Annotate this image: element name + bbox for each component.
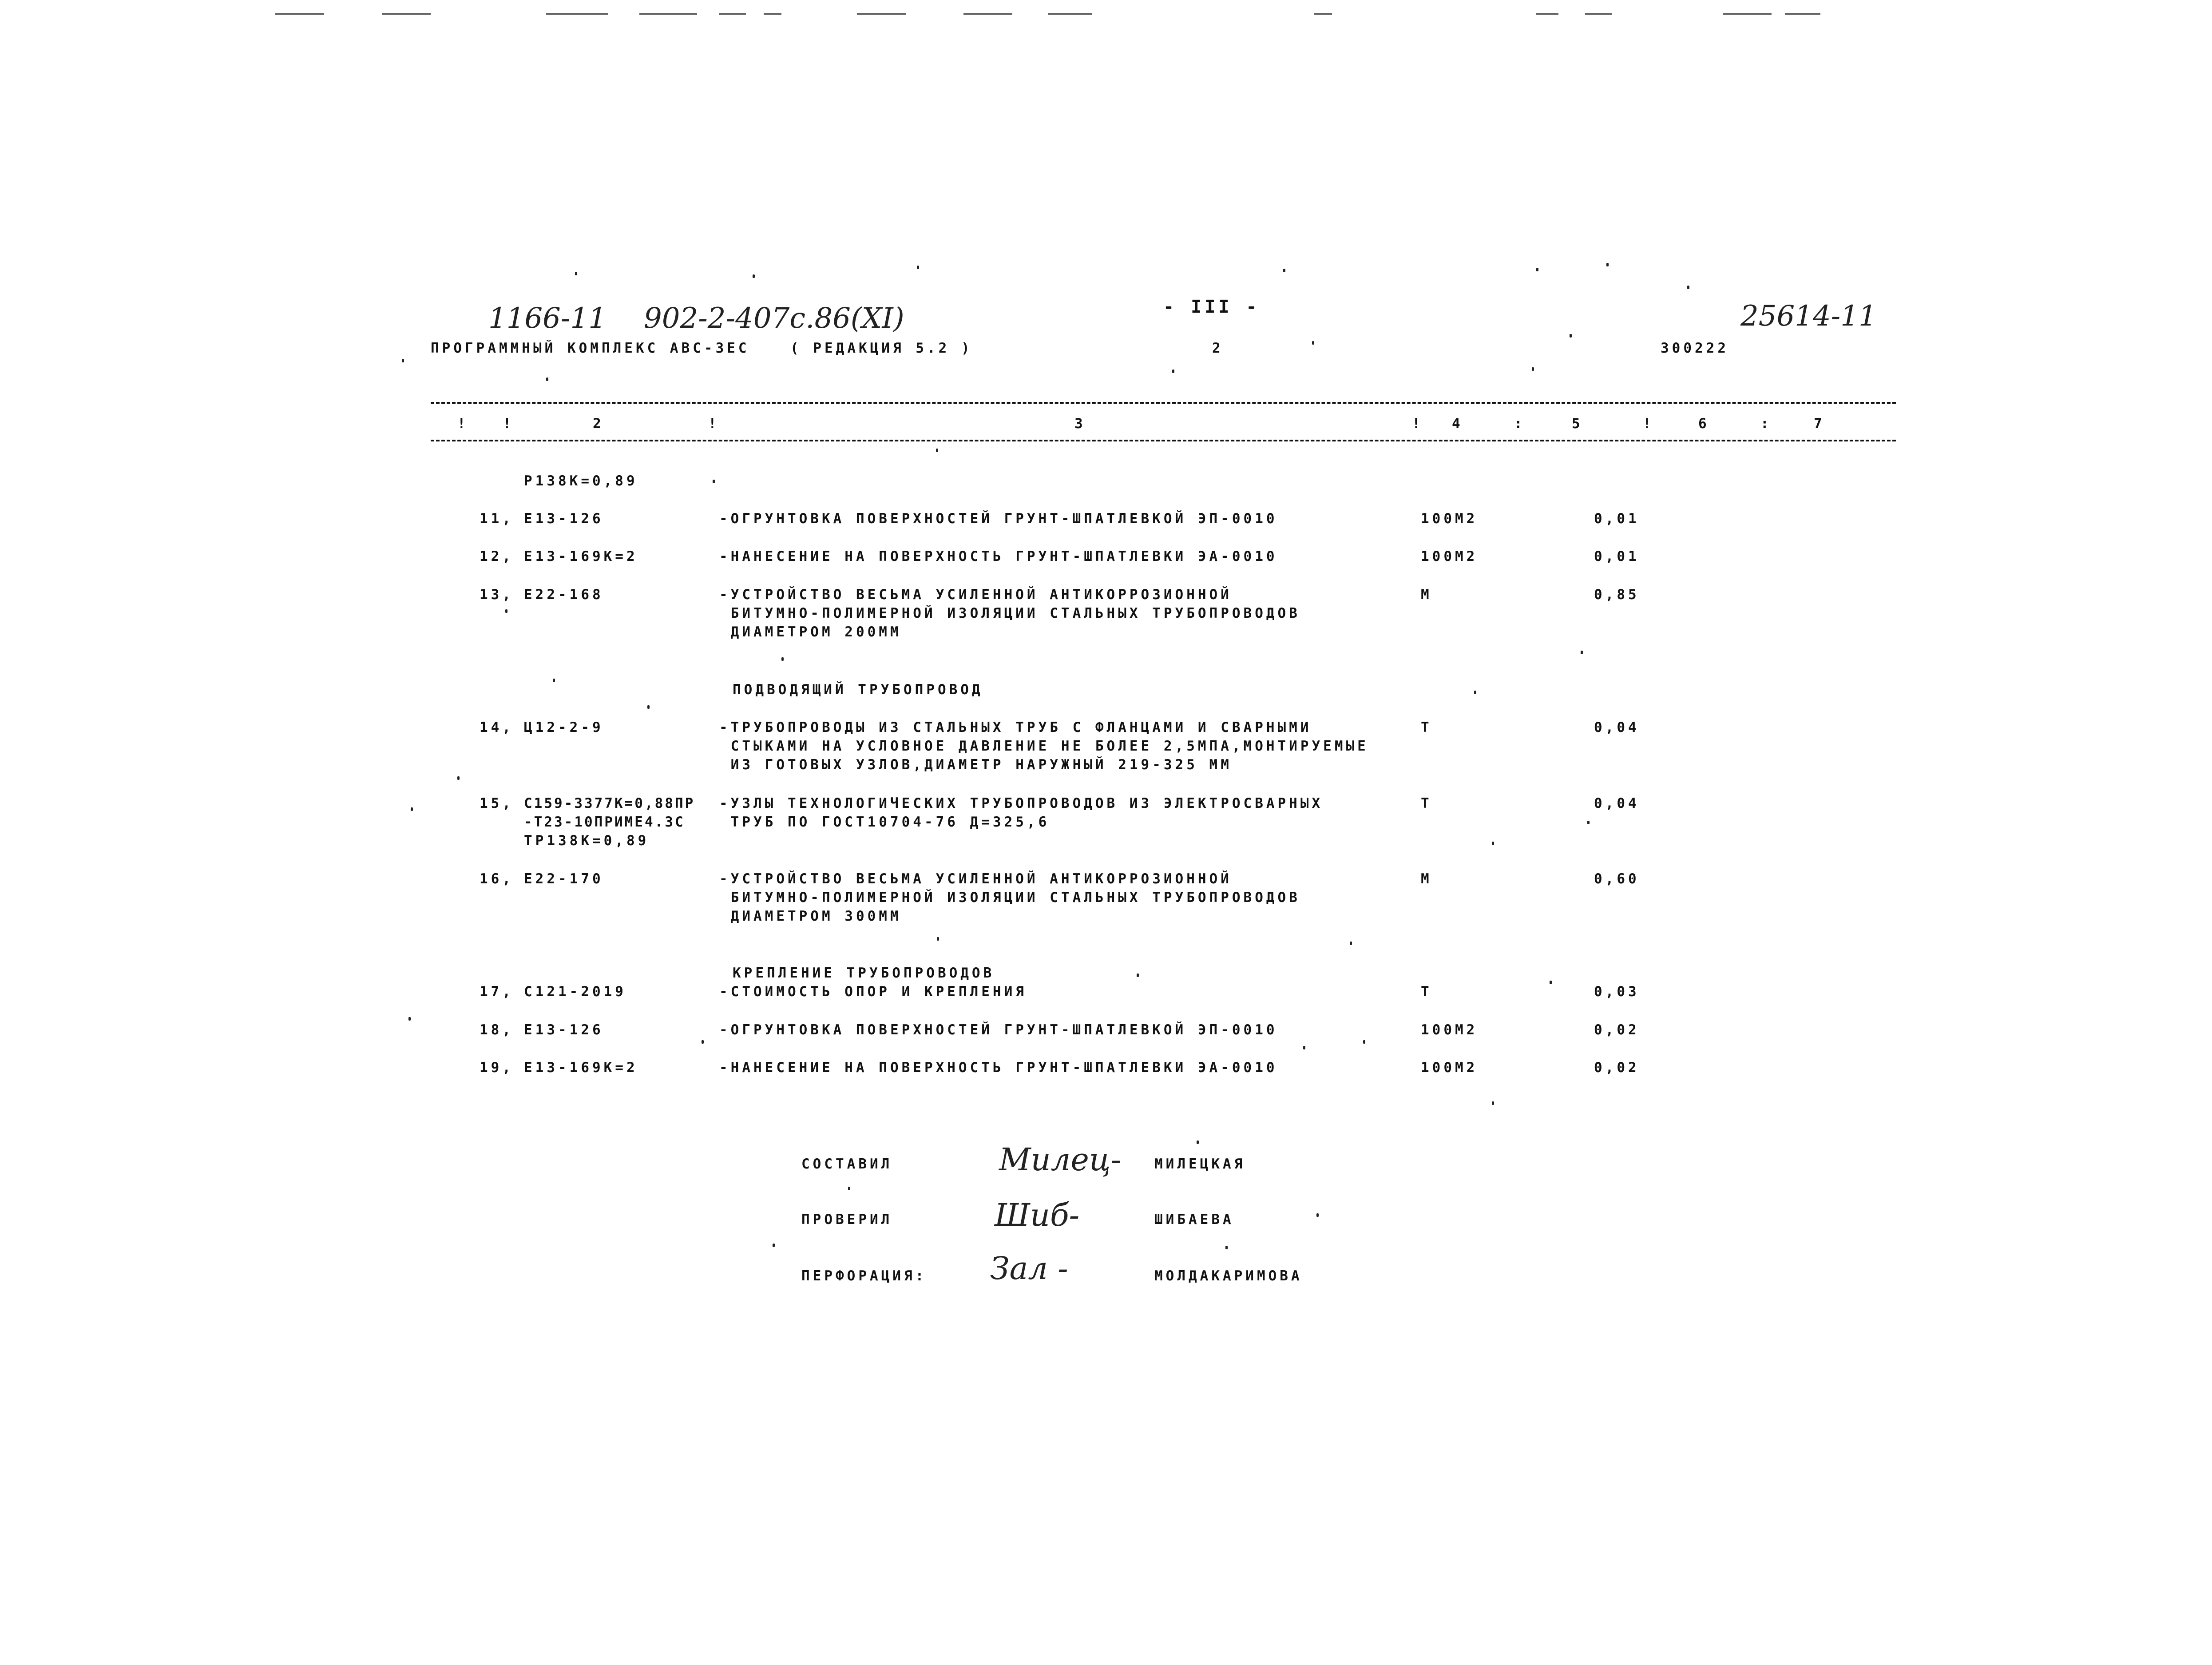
column-separator-c: ! [1412,416,1423,432]
table-cell-unit: М [1421,587,1432,603]
column-separator-d: : [1514,416,1526,432]
column-separator-e: ! [1643,416,1654,432]
signature-checked: Шиб- [995,1197,1080,1233]
table-cell-description: -ОГРУНТОВКА ПОВЕРХНОСТЕЙ ГРУНТ-ШПАТЛЕВКОЙ ЭП-0010 [719,1022,1278,1038]
table-cell-number: 12, [480,548,514,564]
table-cell-description-cont: ДИАМЕТРОМ 200ММ [719,624,902,640]
header-rule-bottom [431,440,1896,441]
table-cell-code: Е22-168 [524,587,604,603]
column-header-2: 2 [593,416,604,432]
column-separator-b: ! [708,416,720,432]
table-cell-description: -ОГРУНТОВКА ПОВЕРХНОСТЕЙ ГРУНТ-ШПАТЛЕВКОЙ ЭП-0010 [719,511,1278,527]
table-cell-number: 16, [480,871,514,887]
table-cell-quantity: 0,85 [1594,587,1640,603]
signature-compiled: Милец- [999,1141,1122,1178]
table-cell-code-cont: ТР138К=0,89 [524,833,650,849]
column-header-4: 4 [1452,416,1463,432]
table-cell-quantity: 0,01 [1594,548,1640,564]
table-cell-code: Е22-170 [524,871,604,887]
table-cell-code: Е13-169К=2 [524,548,638,564]
table-cell-description-cont: ДИАМЕТРОМ 300ММ [719,908,902,924]
handwritten-project-code: 902-2-407с.86(XI) [644,302,904,335]
table-cell-quantity: 0,04 [1594,795,1640,811]
section-heading: ПОДВОДЯЩИЙ ТРУБОПРОВОД [733,682,983,698]
table-cell-quantity: 0,02 [1594,1060,1640,1076]
table-cell-number: 19, [480,1060,514,1076]
table-cell-description-cont: БИТУМНО-ПОЛИМЕРНОЙ ИЗОЛЯЦИИ СТАЛЬНЫХ ТРУБОПРОВОДОВ [719,605,1300,621]
header-rule-top [431,402,1896,404]
table-cell-number: 13, [480,587,514,603]
table-cell-code: Ц12-2-9 [524,719,604,735]
table-cell-description: -УЗЛЫ ТЕХНОЛОГИЧЕСКИХ ТРУБОПРОВОДОВ ИЗ ЭЛЕКТРОСВАРНЫХ [719,795,1324,811]
signature-perforation: Зал - [990,1250,1068,1287]
column-separators: ! ! [457,416,515,432]
table-cell-description: -ТРУБОПРОВОДЫ ИЗ СТАЛЬНЫХ ТРУБ С ФЛАНЦАМИ И СВАРНЫМИ [719,719,1312,735]
table-cell-number: 17, [480,984,514,1000]
table-cell-code-cont: -Т23-10ПРИМЕ4.3С [524,814,685,830]
column-header-6: 6 [1698,416,1710,432]
signature-label-perforation: ПЕРФОРАЦИЯ: [801,1268,927,1284]
page-label: - III - [1163,297,1260,317]
table-cell-description-cont: СТЫКАМИ НА УСЛОВНОЕ ДАВЛЕНИЕ НЕ БОЛЕЕ 2,5МПА,МОНТИРУЕМЫЕ [719,738,1369,754]
table-cell-description-cont: БИТУМНО-ПОЛИМЕРНОЙ ИЗОЛЯЦИИ СТАЛЬНЫХ ТРУБОПРОВОДОВ [719,890,1300,906]
signature-name-perforation: МОЛДАКАРИМОВА [1154,1268,1303,1284]
signature-name-checked: ШИБАЕВА [1154,1212,1234,1228]
table-cell-code: Е13-126 [524,511,604,527]
section-heading: КРЕПЛЕНИЕ ТРУБОПРОВОДОВ [733,965,995,981]
program-name: ПРОГРАММНЫЙ КОМПЛЕКС АВС-ЗЕС [431,340,750,356]
signature-label-checked: ПРОВЕРИЛ [801,1212,893,1228]
table-cell-description-cont: ТРУБ ПО ГОСТ10704-76 Д=325,6 [719,814,1050,830]
handwritten-right-number: 25614-11 [1740,300,1877,333]
table-cell-quantity: 0,04 [1594,719,1640,735]
table-cell-unit: 100М2 [1421,511,1478,527]
column-header-3: 3 [1074,416,1086,432]
table-cell-code: Е13-169К=2 [524,1060,638,1076]
table-cell-description: -СТОИМОСТЬ ОПОР И КРЕПЛЕНИЯ [719,984,1027,1000]
table-cell-description-cont: ИЗ ГОТОВЫХ УЗЛОВ,ДИАМЕТР НАРУЖНЫЙ 219-325 ММ [719,757,1232,773]
table-cell-number: 15, [480,795,514,811]
table-cell-unit: Т [1421,984,1432,1000]
table-cell-quantity: 0,02 [1594,1022,1640,1038]
table-cell-description: -НАНЕСЕНИЕ НА ПОВЕРХНОСТЬ ГРУНТ-ШПАТЛЕВКИ ЭА-0010 [719,1060,1278,1076]
column-header-5: 5 [1572,416,1583,432]
column-separator-f: : [1760,416,1772,432]
sheet-number: 2 [1212,340,1224,356]
table-cell-unit: М [1421,871,1432,887]
table-cell-code: С159-3377К=0,88ПР [524,795,695,811]
signature-name-compiled: МИЛЕЦКАЯ [1154,1156,1246,1172]
table-cell-number: 14, [480,719,514,735]
table-cell-unit: 100М2 [1421,1060,1478,1076]
handwritten-left-number: 1166-11 [488,302,607,335]
table-cell-description: -НАНЕСЕНИЕ НА ПОВЕРХНОСТЬ ГРУНТ-ШПАТЛЕВКИ ЭА-0010 [719,548,1278,564]
table-cell-quantity: 0,01 [1594,511,1640,527]
table-cell-number: 11, [480,511,514,527]
table-cell-code: С121-2019 [524,984,626,1000]
table-cell-unit: Т [1421,795,1432,811]
signature-label-compiled: СОСТАВИЛ [801,1156,893,1172]
table-cell-code: Р138К=0,89 [524,473,638,489]
table-cell-unit: Т [1421,719,1432,735]
table-cell-quantity: 0,03 [1594,984,1640,1000]
edition-label: ( РЕДАКЦИЯ 5.2 ) [790,340,973,356]
table-cell-description: -УСТРОЙСТВО ВЕСЬМА УСИЛЕННОЙ АНТИКОРРОЗИОННОЙ [719,587,1232,603]
column-header-7: 7 [1814,416,1825,432]
table-cell-unit: 100М2 [1421,1022,1478,1038]
table-cell-number: 18, [480,1022,514,1038]
table-cell-description: -УСТРОЙСТВО ВЕСЬМА УСИЛЕННОЙ АНТИКОРРОЗИОННОЙ [719,871,1232,887]
table-cell-code: Е13-126 [524,1022,604,1038]
document-code: 300222 [1661,340,1729,356]
table-cell-quantity: 0,60 [1594,871,1640,887]
table-cell-unit: 100М2 [1421,548,1478,564]
